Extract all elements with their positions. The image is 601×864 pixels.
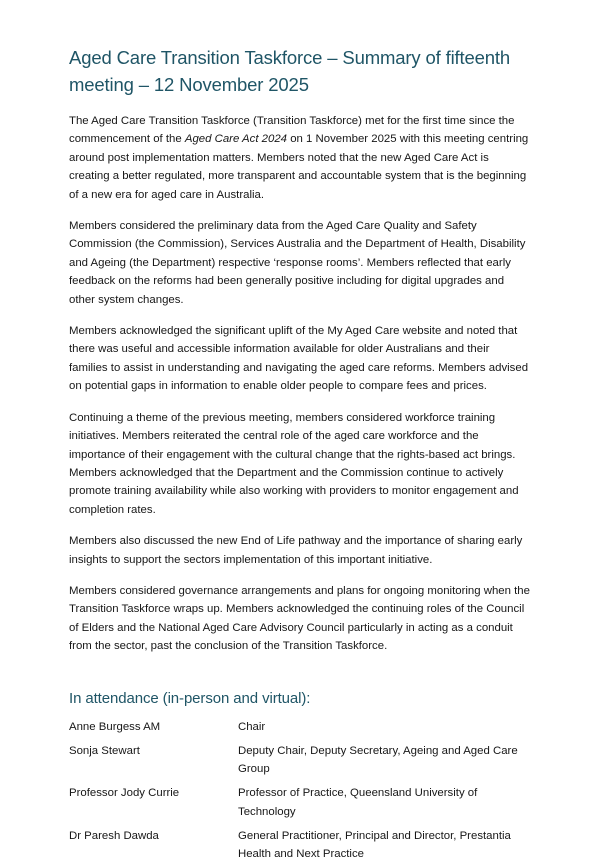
- paragraph-workforce-training: Continuing a theme of the previous meeting, members considered workforce training initiatives. Members reiterated the central role of the aged care workforce and the importance of their engagement with the cultural change that the rights-based act brings. Members acknowledged that the Department and the Commission continue to actively promote training availability while also working with providers to monitor engagement and completion rates.: [69, 411, 519, 516]
- attendee-role: General Practitioner, Principal and Director, Prestantia Health and Next Practice: [238, 830, 511, 861]
- attendee-name: Dr Paresh Dawda: [69, 830, 159, 843]
- paragraph-segment-text: The Aged Care Transition Taskforce (Transition Taskforce) met for the first time since the commencement of the: [69, 115, 515, 146]
- attendee-name: Professor Jody Currie: [69, 787, 180, 800]
- paragraph-preliminary-data: Members considered the preliminary data from the Aged Care Quality and Safety Commission (the Commission), Services Australia and the Department of Health, Disability and Ageing (the Department) respective ‘response rooms’. Members reflected that early feedback on the reforms had been generally positive including for digital upgrades and other system changes.: [69, 220, 526, 306]
- table-row: [69, 718, 537, 742]
- paragraph-commencement: [69, 112, 531, 204]
- page-title: [69, 44, 531, 98]
- paragraph-governance: Members considered governance arrangements and plans for ongoing monitoring when the Transition Taskforce wraps up. Members acknowledged the continuing roles of the Council of Elders and the National Aged Care Advisory Council particularly in acting as a conduit from the sector, past the conclusion of the Transition Taskforce.: [69, 584, 530, 653]
- table-row: [69, 827, 537, 864]
- attendee-role: Deputy Chair, Deputy Secretary, Ageing and Aged Care Group: [238, 744, 518, 776]
- act-citation: Aged Care Act 2024: [184, 133, 288, 146]
- table-row: [69, 784, 537, 827]
- section-divider-space: [69, 656, 531, 688]
- attendee-role: Chair: [238, 720, 266, 733]
- attendee-role: Professor of Practice, Queensland University of Technology: [238, 787, 478, 818]
- paragraph-my-aged-care: Members acknowledged the significant uplift of the My Aged Care website and noted that there was useful and accessible information available for older Australians and their families to assist in understanding and navigating the aged care reforms. Members advised on potential gaps in information to enable older people to compare fees and prices.: [69, 325, 529, 393]
- paragraph-end-of-life: Members also discussed the new End of Life pathway and the importance of sharing early insights to support the sectors implementation of this important initiative.: [69, 535, 523, 566]
- attendance-heading: In attendance (in-person and virtual):: [69, 689, 311, 707]
- paragraph-segment-text: on 1 November 2025 with this meeting centring around post implementation matters. Members noted that the new Aged Care Act is creating a better regulated, more transparent and accountable system that is the beginning of a new era for aged care in Australia.: [69, 133, 529, 201]
- page-title-line-1: Aged Care Transition Taskforce – Summary of fifteenth: [69, 47, 511, 68]
- page-title-line-2: meeting – 12 November 2025: [69, 74, 309, 95]
- attendee-name: Sonja Stewart: [69, 744, 140, 757]
- attendee-name: Anne Burgess AM: [69, 720, 161, 733]
- table-row: [69, 742, 537, 785]
- attendance-table: [69, 718, 537, 864]
